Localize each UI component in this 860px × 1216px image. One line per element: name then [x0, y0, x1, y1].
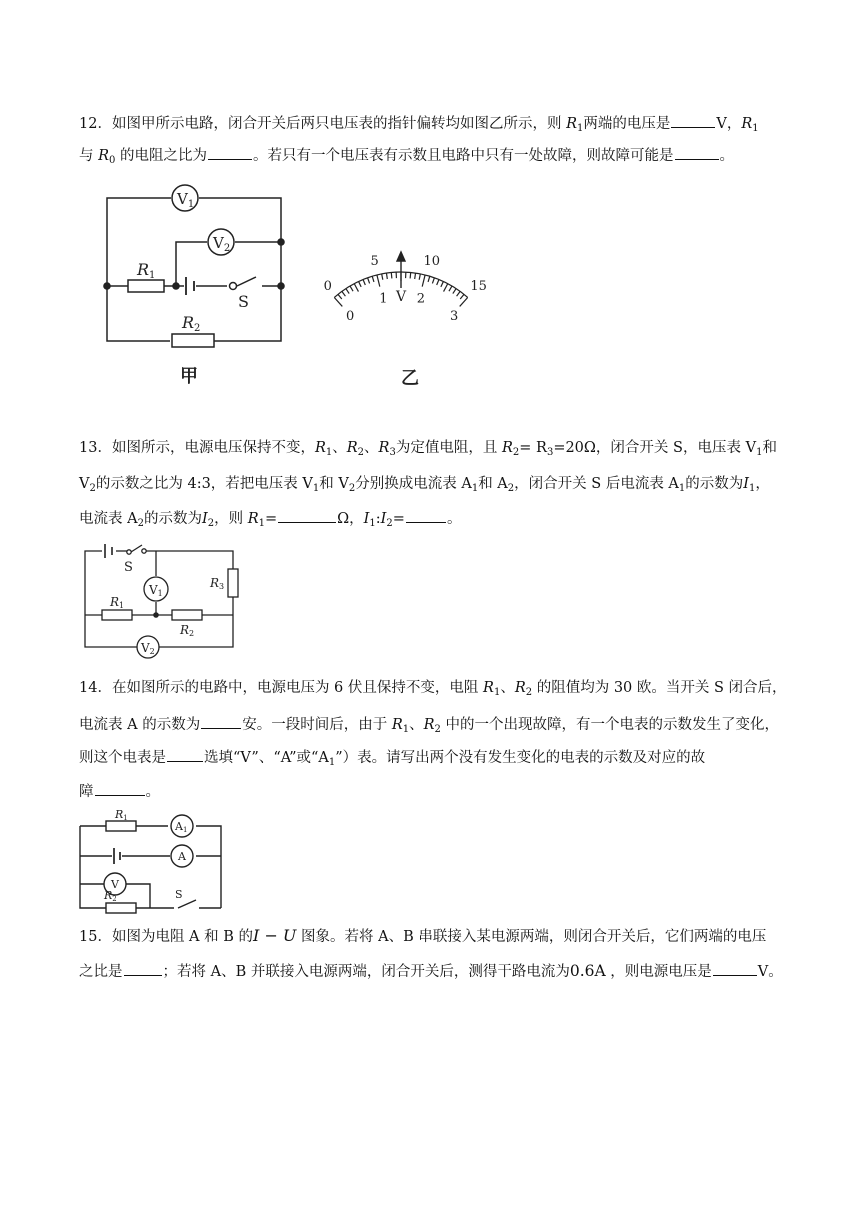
q15-line-2: 之比是 ；若将 A、B 并联接入电源两端，闭合开关后，测得干路电流为0.6A ，则电源电压是 V。	[79, 962, 783, 980]
q15-blank-ratio[interactable]	[124, 960, 162, 976]
svg-text:R3: R3	[210, 576, 225, 591]
svg-text:V1: V1	[149, 583, 163, 598]
meter-bottom-tick-label: 0	[345, 308, 355, 324]
q14-circuit-diagram	[78, 810, 228, 912]
meter-tick	[386, 273, 387, 279]
meter-tick	[382, 274, 383, 280]
q15-line-1: 15．如图为电阻 A 和 B 的I − U 图象。若将 A、B 串联接入某电源两端，则闭合开关后，它们两端的电压	[79, 926, 767, 945]
meter-tick	[338, 294, 342, 299]
q12-blank-voltage[interactable]	[671, 112, 715, 128]
svg-text:S: S	[238, 292, 249, 311]
meter-top-tick-label: 5	[370, 254, 379, 270]
svg-text:V: V	[111, 878, 119, 891]
q13-line-3: 电流表 $A_2$的示数为$I_2$，则 $R_1= \Omega$，$I_1:I_2=$ 。	[79, 507, 461, 529]
meter-tick	[363, 279, 365, 285]
svg-text:A1: A1	[175, 820, 188, 834]
meter-tick	[410, 272, 411, 278]
q12-voltmeter-dial	[320, 222, 490, 324]
meter-tick	[422, 275, 425, 287]
svg-text:A: A	[178, 850, 186, 863]
q13-blank-ratio[interactable]	[406, 507, 446, 523]
meter-bottom-tick-label: 3	[450, 308, 459, 324]
meter-tick	[415, 273, 416, 279]
meter-tick	[359, 281, 362, 286]
meter-tick	[460, 294, 464, 299]
meter-top-tick-label: 15	[470, 279, 487, 295]
q13-circuit-diagram	[80, 543, 250, 668]
meter-tick	[354, 284, 358, 292]
needle-label: V	[396, 289, 407, 305]
meter-tick	[428, 276, 430, 282]
meter-top-tick-label: 0	[323, 279, 332, 295]
svg-text:R2: R2	[182, 313, 201, 334]
meter-tick	[419, 274, 420, 280]
meter-tick	[346, 289, 349, 294]
q12-caption-jia: 甲	[180, 366, 198, 387]
svg-text:R2: R2	[104, 889, 117, 903]
svg-text:R2: R2	[180, 623, 195, 638]
svg-text:R1: R1	[137, 260, 156, 281]
meter-tick	[391, 272, 392, 278]
q14-line-3: 则这个电表是 选填“V”、“A”或“$A_1$”）表。请写出两个没有发生变化的电表的示数及对应的故	[79, 746, 705, 768]
q13-line-2: $V_2$的示数之比为 4:3，若把电压表 $V_1$和 $V_2$分别换成电流表 $A_1$和 $A_2$，闭合开关 S 后电流表 $A_1$的示数为$I_1$，	[79, 476, 770, 494]
q14-blank-meter[interactable]	[167, 746, 203, 762]
svg-text:S: S	[124, 560, 133, 575]
q12-line-1: 12．如图甲所示电路，闭合开关后两只电压表的指针偏转均如图乙所示，则 $R_1$两端的电压是 V，$R_1$	[79, 112, 759, 134]
meter-tick	[432, 278, 434, 284]
meter-tick	[437, 279, 439, 285]
q14-blank-current[interactable]	[201, 713, 241, 729]
svg-text:V2: V2	[141, 641, 155, 656]
meter-tick	[377, 275, 380, 287]
meter-tick	[449, 286, 452, 291]
meter-top-tick-label: 10	[423, 254, 441, 270]
svg-text:R1: R1	[115, 808, 128, 822]
meter-tick	[444, 284, 448, 292]
q14-line-2: 电流表 A 的示数为 安。一段时间后，由于 $R_1$、$R_2$ 中的一个出现故障，有一个电表的示数发生了变化，	[79, 713, 779, 735]
q12-circuit-diagram	[100, 186, 290, 346]
q15-blank-voltage[interactable]	[713, 960, 757, 976]
svg-text:V1: $V_1$	[177, 190, 195, 210]
meter-tick	[441, 281, 444, 286]
svg-text:S: S	[175, 888, 183, 901]
meter-tick	[350, 286, 353, 291]
q12-blank-fault[interactable]	[675, 144, 719, 160]
meter-tick	[372, 276, 374, 282]
meter-bottom-tick-label: 2	[416, 291, 426, 307]
q12-line-2: 与 $R_0$ 的电阻之比为 。若只有一个电压表有示数且电路中只有一处故障，则故障可能是 。	[79, 144, 734, 166]
meter-bottom-tick-label: 1	[379, 291, 388, 307]
svg-text:V2: $V_2$	[213, 234, 231, 254]
q14-blank-fault[interactable]	[95, 780, 145, 796]
q14-line-4: 障 。	[79, 780, 160, 802]
q13-blank-r1[interactable]	[278, 507, 336, 523]
meter-tick	[457, 291, 461, 296]
q13-line-1: 13．如图所示，电源电压保持不变，$R_1$、$R_2$、$R_3$为定值电阻，且 $R_2= R_3=20\Omega$，闭合开关 S，电压表 $V_1$和	[79, 440, 777, 458]
meter-tick	[342, 291, 346, 296]
q12-blank-ratio[interactable]	[208, 144, 252, 160]
q12-caption-yi: 乙	[401, 368, 419, 389]
q14-line-1: 14．在如图所示的电路中，电源电压为 6 伏且保持不变，电阻 $R_1$、$R_2$ 的阻值均为 30 欧。当开关 S 闭合后，	[79, 680, 787, 698]
meter-tick	[453, 289, 456, 294]
svg-text:R1: R1	[110, 595, 125, 610]
meter-tick	[368, 278, 370, 284]
